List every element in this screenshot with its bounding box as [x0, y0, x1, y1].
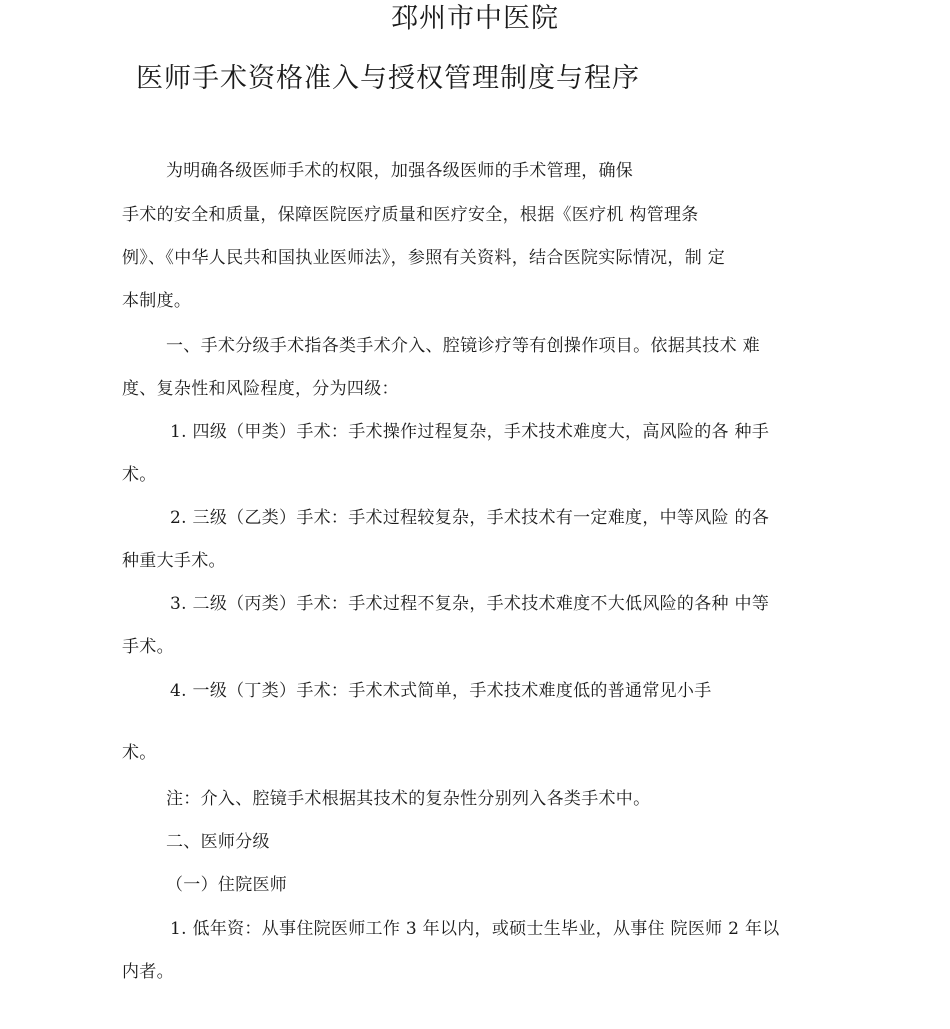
note-line: 注：介入、腔镜手术根据其技术的复杂性分别列入各类手术中。 — [166, 789, 651, 809]
list-item-line: 手术。 — [122, 637, 174, 657]
list-item-line: 术。 — [122, 743, 157, 763]
document-title: 医师手术资格准入与授权管理制度与程序 — [136, 63, 640, 94]
list-item-line: 内者。 — [122, 962, 174, 982]
paragraph-line: 例》、《中华人民共和国执业医师法》，参照有关资料，结合医院实际情况，制 定 — [122, 248, 726, 268]
paragraph-line: 度、复杂性和风险程度，分为四级： — [122, 379, 399, 399]
paragraph-line: 一、手术分级手术指各类手术介入、腔镜诊疗等有创操作项目。依据其技术 难 — [166, 336, 760, 356]
paragraph-line: 本制度。 — [122, 291, 192, 311]
hospital-name: 邳州市中医院 — [391, 3, 559, 34]
list-item-line: 1. 四级（甲类）手术：手术操作过程复杂，手术技术难度大，高风险的各 种手 — [170, 422, 770, 442]
list-item-line: 术。 — [122, 465, 157, 485]
paragraph-line: 手术的安全和质量，保障医院医疗质量和医疗安全，根据《医疗机 构管理条 — [122, 205, 699, 225]
subsection-heading: （一）住院医师 — [166, 875, 288, 895]
section-heading: 二、医师分级 — [166, 832, 270, 852]
list-item-line: 种重大手术。 — [122, 551, 226, 571]
list-item-line: 1. 低年资：从事住院医师工作 3 年以内，或硕士生毕业，从事住 院医师 2 年以 — [170, 919, 780, 939]
paragraph-line: 为明确各级医师手术的权限，加强各级医师的手术管理，确保 — [166, 161, 634, 181]
list-item-line: 3. 二级（丙类）手术：手术过程不复杂，手术技术难度不大低风险的各种 中等 — [170, 594, 770, 614]
list-item-line: 4. 一级（丁类）手术：手术术式简单，手术技术难度低的普通常见小手 — [170, 681, 712, 701]
list-item-line: 2. 三级（乙类）手术：手术过程较复杂，手术技术有一定难度，中等风险 的各 — [170, 508, 770, 528]
